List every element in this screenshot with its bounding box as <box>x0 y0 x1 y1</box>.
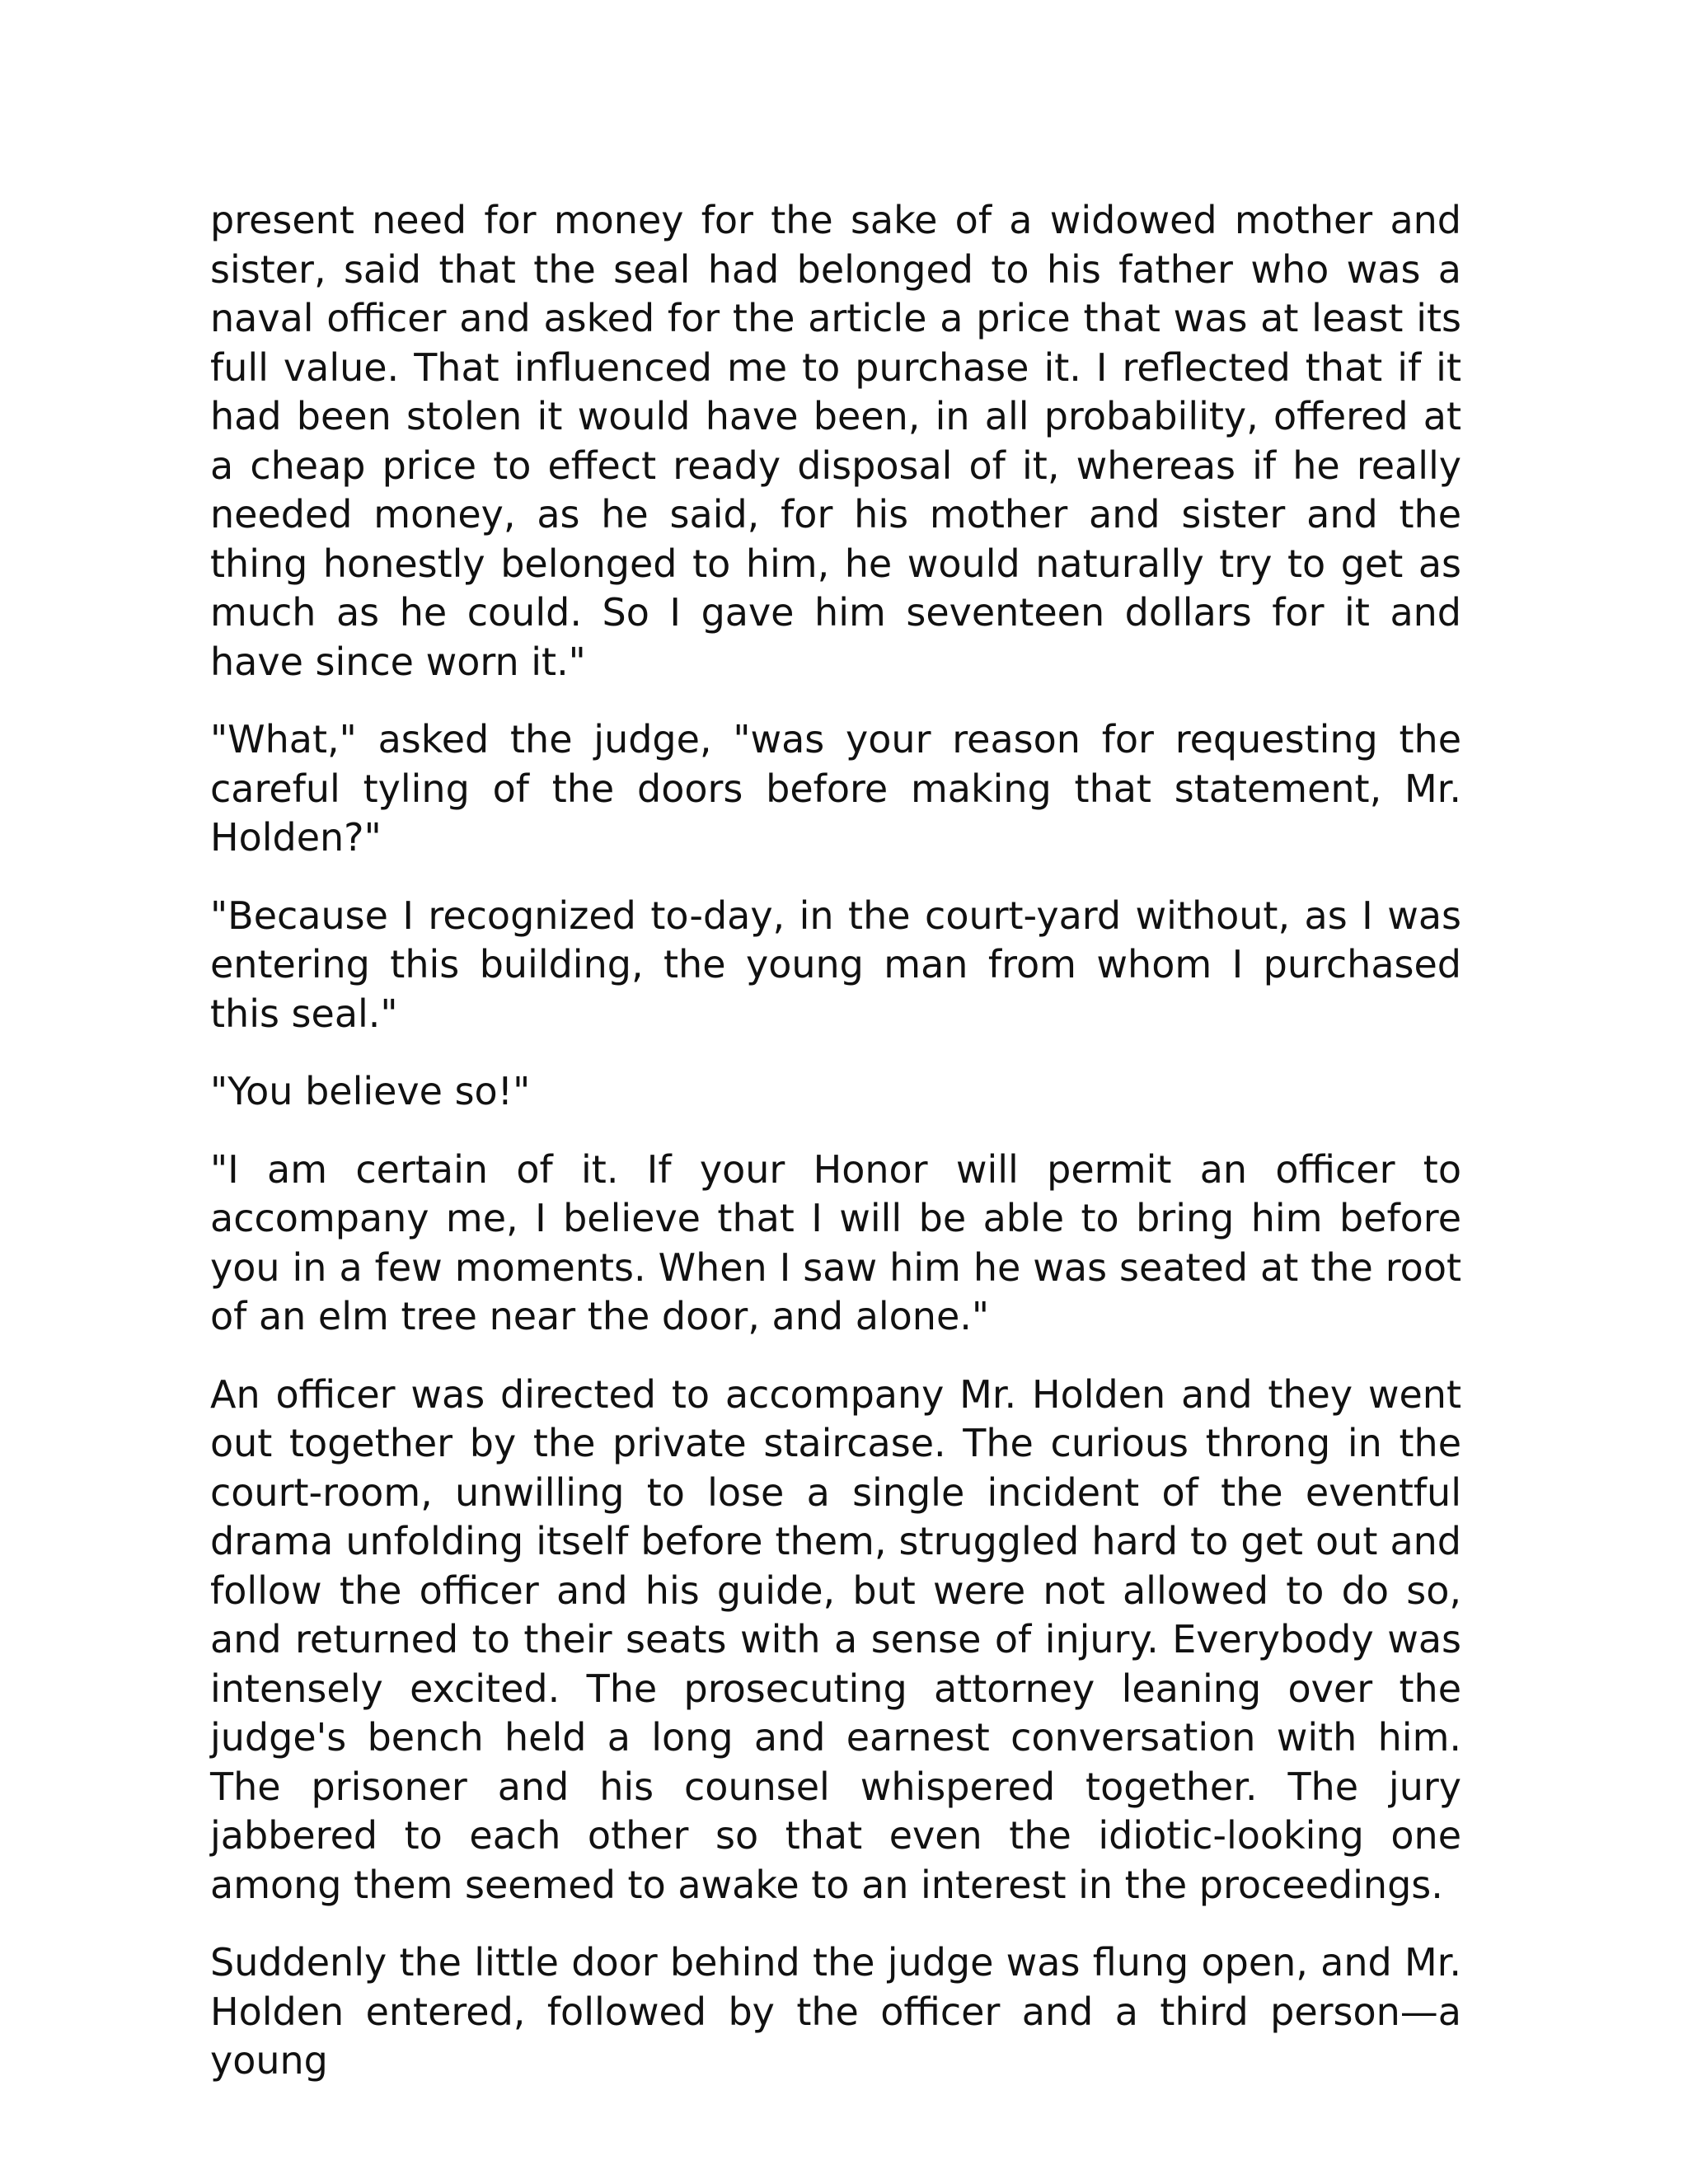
paragraph-3: "Because I recognized to-day, in the court-yard without, as I was entering this building, the young man from whom I purchased this seal." <box>210 893 1461 1036</box>
paragraph-4: "You believe so!" <box>210 1069 531 1113</box>
paragraph-7: Suddenly the little door behind the judge was flung open, and Mr. Holden entered, followed by the officer and a third person—a young <box>210 1940 1461 2083</box>
body-text <box>210 196 1461 2115</box>
paragraph-1: present need for money for the sake of a widowed mother and sister, said that the seal had belonged to his father who was a naval officer and asked for the article a price that was at least its full value. That influenced me to purchase it. I reflected that if it had been stolen it would have been, in all probability, offered at a cheap price to effect ready disposal of it, whereas if he really needed money, as he said, for his mother and sister and the thing honestly belonged to him, he would naturally try to get as much as he could. So I gave him seventeen dollars for it and have since worn it." <box>210 198 1461 684</box>
paragraph-5: "I am certain of it. If your Honor will permit an officer to accompany me, I believe that I will be able to bring him before you in a few moments. When I saw him he was seated at the root of an elm tree near the door, and alone." <box>210 1146 1461 1338</box>
paragraph-2: "What," asked the judge, "was your reason for requesting the careful tyling of the doors before making that statement, Mr. Holden?" <box>210 717 1461 860</box>
paragraph-6: An officer was directed to accompany Mr. Holden and they went out together by the private staircase. The curious throng in the court-room, unwilling to lose a single incident of the eventful drama unfolding itself before them, struggled hard to get out and follow the officer and his guide, but were not allowed to do so, and returned to their seats with a sense of injury. Everybody was intensely excited. The prosecuting attorney leaning over the judge's bench held a long and earnest conversation with him. The prisoner and his counsel whispered together. The jury jabbered to each other so that even the idiotic-looking one among them seemed to awake to an interest in the proceedings. <box>210 1371 1461 1907</box>
